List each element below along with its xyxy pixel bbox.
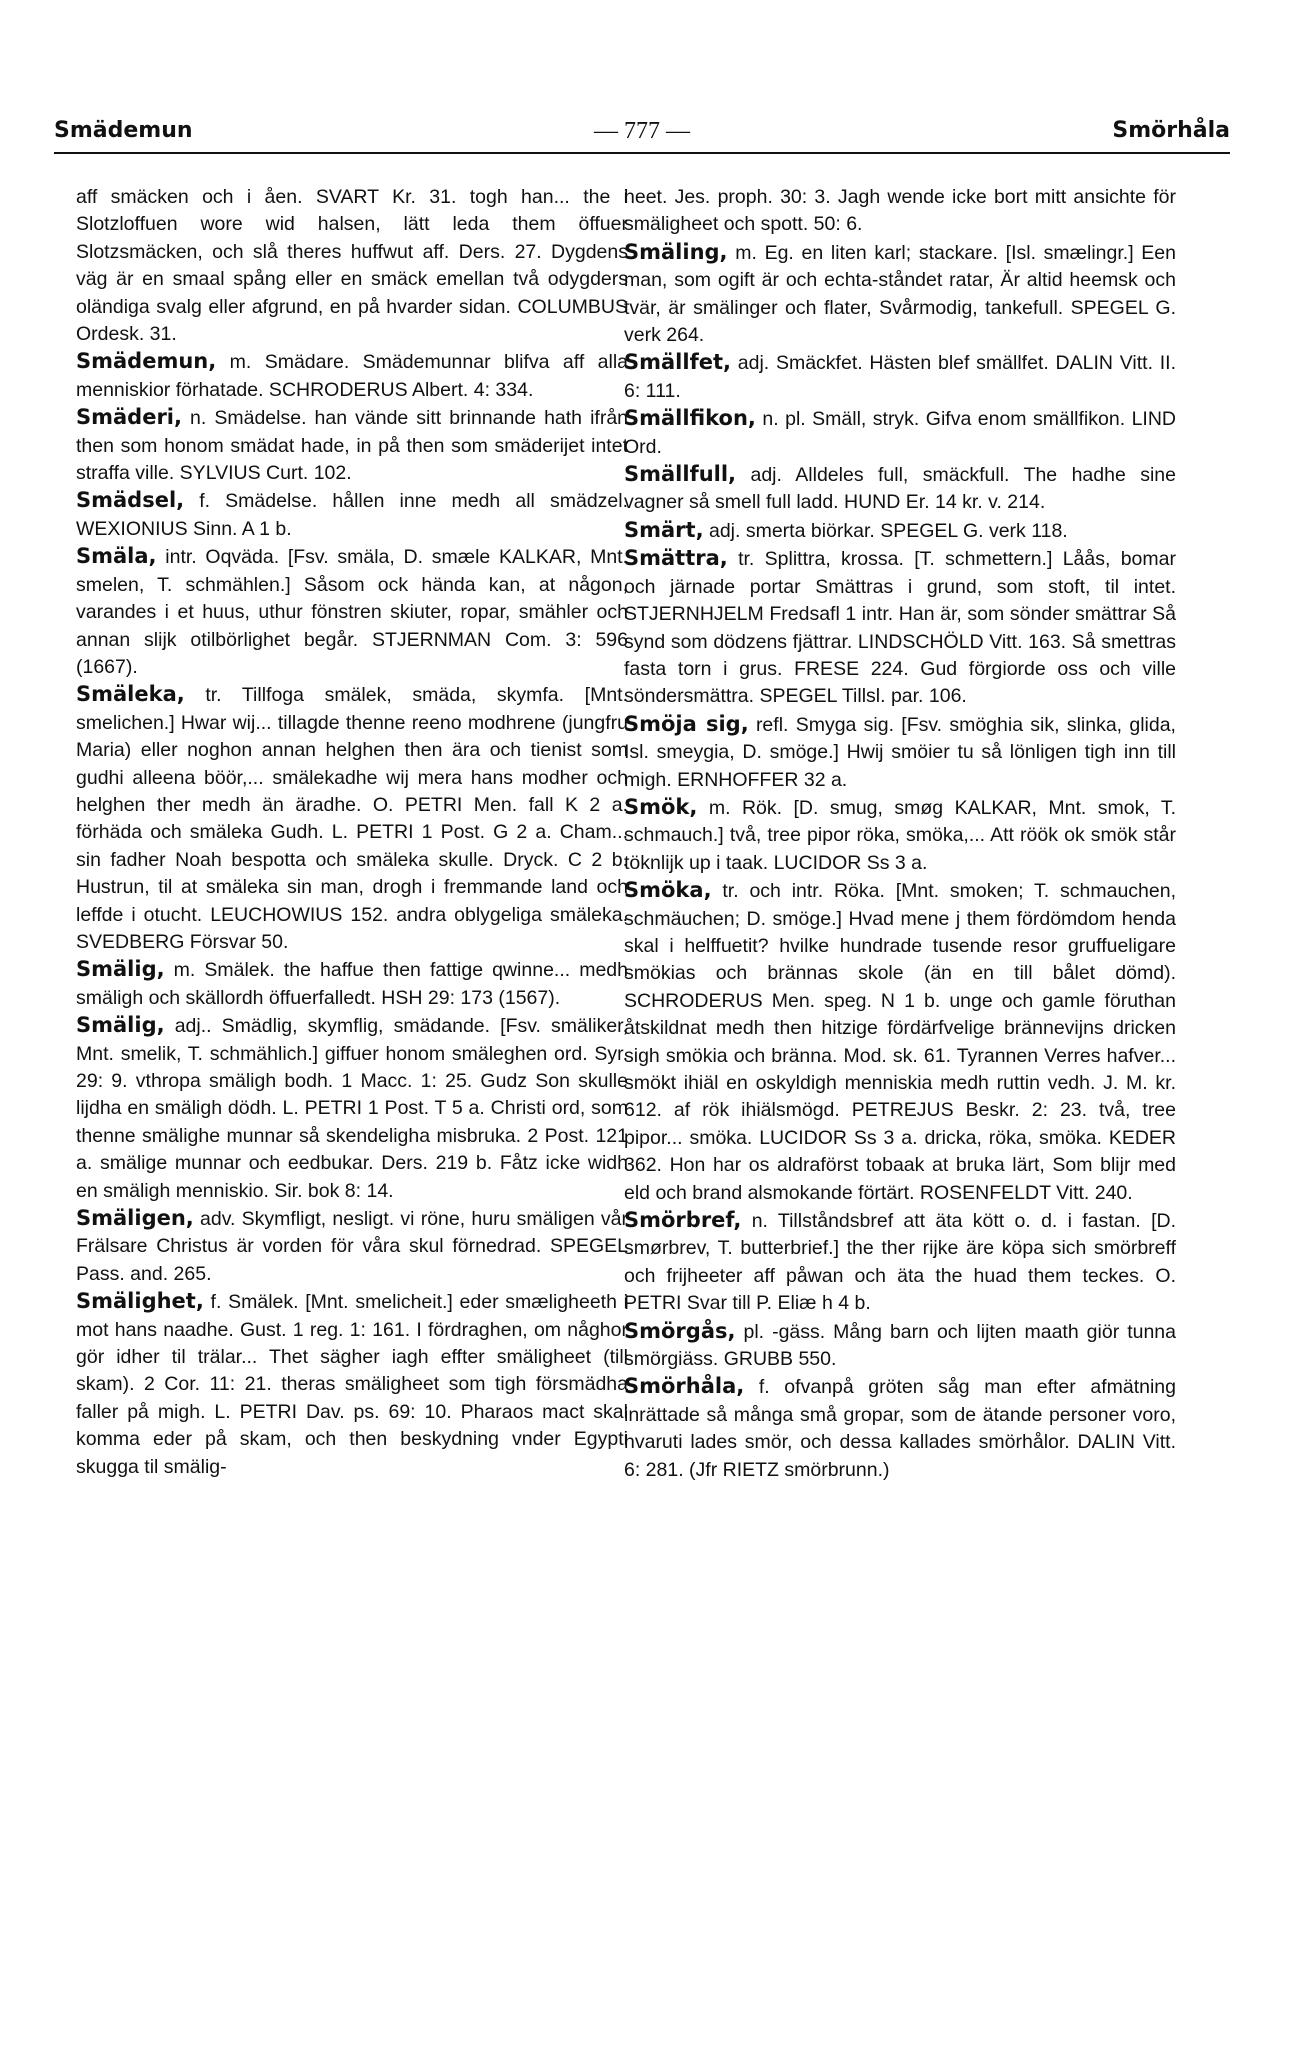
entry-text: m. Smälek. the haffue then fattige qwinne... medh smäligh och skällordh öffuerfalledt. HSH 29: 173 (1567).	[76, 959, 628, 1009]
entry-headword: Smök,	[624, 794, 698, 819]
dictionary-entry	[624, 711, 1176, 794]
entry-text: f. Smädelse. hållen inne medh all smädzel. WEXIONIUS Sinn. A 1 b.	[76, 490, 628, 540]
entry-headword: Smöja sig,	[624, 711, 749, 736]
page-number: — 777 —	[594, 118, 690, 144]
entry-text: n. pl. Smäll, stryk. Gifva enom smällfikon. LIND Ord.	[624, 408, 1176, 458]
right-column	[624, 184, 1176, 2014]
entry-text: adv. Skymfligt, nesligt. vi röne, huru smäligen vår Frälsare Christus är vorden för våra skul förnedrad. SPEGEL Pass. and. 265.	[76, 1208, 628, 1285]
dictionary-entry	[624, 405, 1176, 461]
entry-text: adj. smerta biörkar. SPEGEL G. verk 118.	[708, 519, 1068, 542]
entry-headword: Smöka,	[624, 878, 712, 903]
entry-text: intr. Oqväda. [Fsv. smäla, D. smæle KALKAR, Mnt. smelen, T. schmählen.] Såsom ock hända kan, at någon, varandes i et huus, uthur fönstren skiuter, ropar, smähler och annan slijk otilbörlighet begår. STJERNMAN Com. 3: 596 (1667).	[76, 546, 628, 678]
entry-text: m. Smädare. Smädemunnar blifva aff alla menniskior förhatade. SCHRODERUS Albert. 4: 334.	[76, 351, 628, 401]
entry-text: aff smäcken och i åen. SVART Kr. 31. togh han... the i Slotzloffuen wore wid halsen, lätt leda them öffuer Slotzsmäcken, och slå theres huffwut aff. Ders. 27. Dygdens väg är en smaal spång eller en smäck emellan två odygders oländiga svalg eller afgrund, en på hvarder sidan. COLUMBUS Ordesk. 31.	[76, 186, 628, 346]
dictionary-entry	[624, 877, 1176, 1207]
dictionary-entry	[624, 545, 1176, 710]
entry-headword: Smäla,	[76, 544, 157, 569]
entry-text: adj.. Smädlig, skymflig, smädande. [Fsv. smäliker, Mnt. smelik, T. schmählich.] giffuer honom smäleghen ord. Syr. 29: 9. vthropa smäligh bodh. 1 Macc. 1: 25. Gudz Son skulle lijdha en smäligh dödh. L. PETRI 1 Post. T 5 a. Christi ord, som thenne smälighe munnar så skendeligha misbruka. 2 Post. 121 a. smälige munnar och eedbukar. Ders. 219 b. Fåtz icke widh en smäligh menniskio. Sir. bok 8: 14.	[76, 1015, 628, 1202]
dictionary-entry	[76, 184, 628, 348]
entry-text: f. Smälek. [Mnt. smelicheit.] eder smæligheeth i mot hans naadhe. Gust. 1 reg. 1: 161. I fördraghen, om någhor gör idher til trälar... Thet sägher iagh effter smäligheet (till skam). 2 Cor. 11: 21. theras smäligheet som tigh försmädha faller på migh. L. PETRI Dav. ps. 69: 10. Pharaos mact skal komma eder på skam, och then beskydning vnder Egypti skugga til smälig-	[76, 1291, 628, 1478]
entry-headword: Smälig,	[76, 1013, 165, 1038]
dictionary-entry	[624, 461, 1176, 517]
dictionary-entry	[76, 681, 628, 956]
entry-text: f. ofvanpå gröten såg man efter afmätning inrättade så många små gropar, som de ätande personer voro, hvaruti lades smör, och dessa kallades smörhålor. DALIN Vitt. 6: 281. (Jfr RIETZ smörbrunn.)	[624, 1376, 1176, 1481]
entry-headword: Smörgås,	[624, 1318, 736, 1343]
entry-headword: Smälighet,	[76, 1289, 204, 1314]
entry-headword: Smällfikon,	[624, 406, 756, 431]
entry-text: n. Tillståndsbref att äta kött o. d. i fastan. [D. smørbrev, T. butterbrief.] the ther rijke äre köpa sich smörbreff och frijheeter aff påwan och äta the huad them teckes. O. PETRI Svar till P. Eliæ h 4 b.	[624, 1210, 1176, 1315]
entry-text: pl. -gäss. Mång barn och lijten maath giör tunna smörgiäss. GRUBB 550.	[624, 1320, 1176, 1371]
entry-headword: Smäling,	[624, 239, 728, 264]
left-column	[76, 184, 628, 2014]
dictionary-entry	[624, 239, 1176, 350]
entry-headword: Smärt,	[624, 517, 704, 542]
entry-text: tr. Tillfoga smälek, smäda, skymfa. [Mnt. smelichen.] Hwar wij... tillagde thenne reeno modhrene (jungfru Maria) eller noghon annan helghen then ära och tienist som gudhi alleena böör,... smälekadhe wij mera hans modher och helghen ther medh än äradhe. O. PETRI Men. fall K 2 a. förhäda och smäleka Gudh. L. PETRI 1 Post. G 2 a. Cham... sin fadher Noah bespotta och smäleka skulle. Dryck. C 2 b. Hustrun, til at smäleka sin man, drogh i fremmande land och leffde i otucht. LEUCHOWIUS 152. andra oblygeliga smäleka. SVEDBERG Försvar 50.	[76, 684, 628, 953]
entry-headword: Smäderi,	[76, 405, 182, 430]
entry-text: adj. Alldeles full, smäckfull. The hadhe sine vagner så smell full ladd. HUND Er. 14 kr. v. 214.	[624, 464, 1176, 514]
header-rule	[54, 152, 1230, 154]
entry-headword: Smällfull,	[624, 462, 737, 487]
dictionary-entry	[624, 349, 1176, 405]
dictionary-entry	[76, 487, 628, 543]
dictionary-entry	[624, 184, 1176, 239]
dictionary-entry	[624, 1318, 1176, 1374]
dictionary-entry	[624, 1373, 1176, 1484]
dictionary-entry	[624, 794, 1176, 877]
entry-headword: Smörhåla,	[624, 1374, 745, 1399]
dictionary-entry	[76, 1288, 628, 1481]
entry-text: refl. Smyga sig. [Fsv. smöghia sik, slinka, glida, Isl. smeygia, D. smöge.] Hwij smöier tu så lönligen tigh inn till migh. ERNHOFFER 32 a.	[624, 713, 1176, 791]
page-header	[54, 118, 1230, 154]
dictionary-entry	[76, 1205, 628, 1288]
entry-headword: Smörbref,	[624, 1208, 742, 1233]
dictionary-entry	[76, 404, 628, 487]
dictionary-entry	[624, 517, 1176, 545]
entry-text: adj. Smäckfet. Hästen blef smällfet. DALIN Vitt. II. 6: 111.	[624, 352, 1176, 402]
entry-headword: Smälig,	[76, 957, 165, 982]
dictionary-entry	[624, 1207, 1176, 1318]
entry-text: tr. och intr. Röka. [Mnt. smoken; T. schmauchen, schmäuchen; D. smöge.] Hvad mene j them fördömdom henda skal i helffuetit? hvilke hundrade tusende resor gruffueligare smökias och brännas skole (än en till bålet dömd). SCHRODERUS Men. speg. N 1 b. unge och gamle föruthan åtskildnat medh then hitzige fördärfvelige brännevijns dricken sigh smökia och bränna. Mod. sk. 61. Tyrannen Verres hafver... smökt ihiäl en oskyldigh menniskia medh ruttin vedh. J. M. kr. 612. af rök ihiälsmögd. PETREJUS Beskr. 2: 23. två, tree pipor... smöka. LUCIDOR Ss 3 a. dricka, röka, smöka. KEDER 362. Hon har os aldraförst tobaak at bruka lärt, Som blijr med eld och brand alsmokande förtärt. ROSENFELDT Vitt. 240.	[624, 880, 1176, 1204]
dictionary-entry	[76, 956, 628, 1012]
entry-headword: Smädsel,	[76, 488, 185, 513]
dictionary-entry	[76, 543, 628, 681]
entry-text: tr. Splittra, krossa. [T. schmettern.] Låås, bomar och järnade portar Smättras i grund, som stoft, til intet. STJERNHJELM Fredsafl 1 intr. Han är, som sönder smättrar Så synd som dödzens fjättrar. LINDSCHÖLD Vitt. 163. Så smettras fasta torn i grus. FRESE 224. Gud förgiorde oss och ville söndersmättra. SPEGEL Tillsl. par. 106.	[624, 548, 1176, 708]
entry-text: m. Rök. [D. smug, smøg KALKAR, Mnt. smok, T. schmauch.] två, tree pipor röka, smöka,... Att röök ok smök står töknlijk up i taak. LUCIDOR Ss 3 a.	[624, 796, 1176, 874]
entry-text: n. Smädelse. han vände sitt brinnande hath ifrån then som honom smädat hade, in på then som smäderijet intet straffa ville. SYLVIUS Curt. 102.	[76, 407, 628, 485]
entry-headword: Smädemun,	[76, 349, 217, 374]
entry-headword: Smällfet,	[624, 350, 731, 375]
dictionary-entry	[76, 1012, 628, 1205]
entry-text: heet. Jes. proph. 30: 3. Jagh wende icke bort mitt ansichte för smäligheet och spott. 50: 6.	[624, 186, 1176, 236]
entry-headword: Smättra,	[624, 546, 728, 571]
entry-headword: Smäligen,	[76, 1206, 194, 1231]
header-last-word: Smörhåla	[1112, 118, 1230, 143]
entry-text: m. Eg. en liten karl; stackare. [Isl. smælingr.] Een man, som ogift är och echta-ståndet ratar, Är altid heemsk och tvär, är smälinger och flater, Svårmodig, tankefull. SPEGEL G. verk 264.	[624, 241, 1176, 347]
dictionary-entry	[76, 348, 628, 404]
header-first-word: Smädemun	[54, 118, 193, 143]
entry-headword: Smäleka,	[76, 682, 185, 707]
